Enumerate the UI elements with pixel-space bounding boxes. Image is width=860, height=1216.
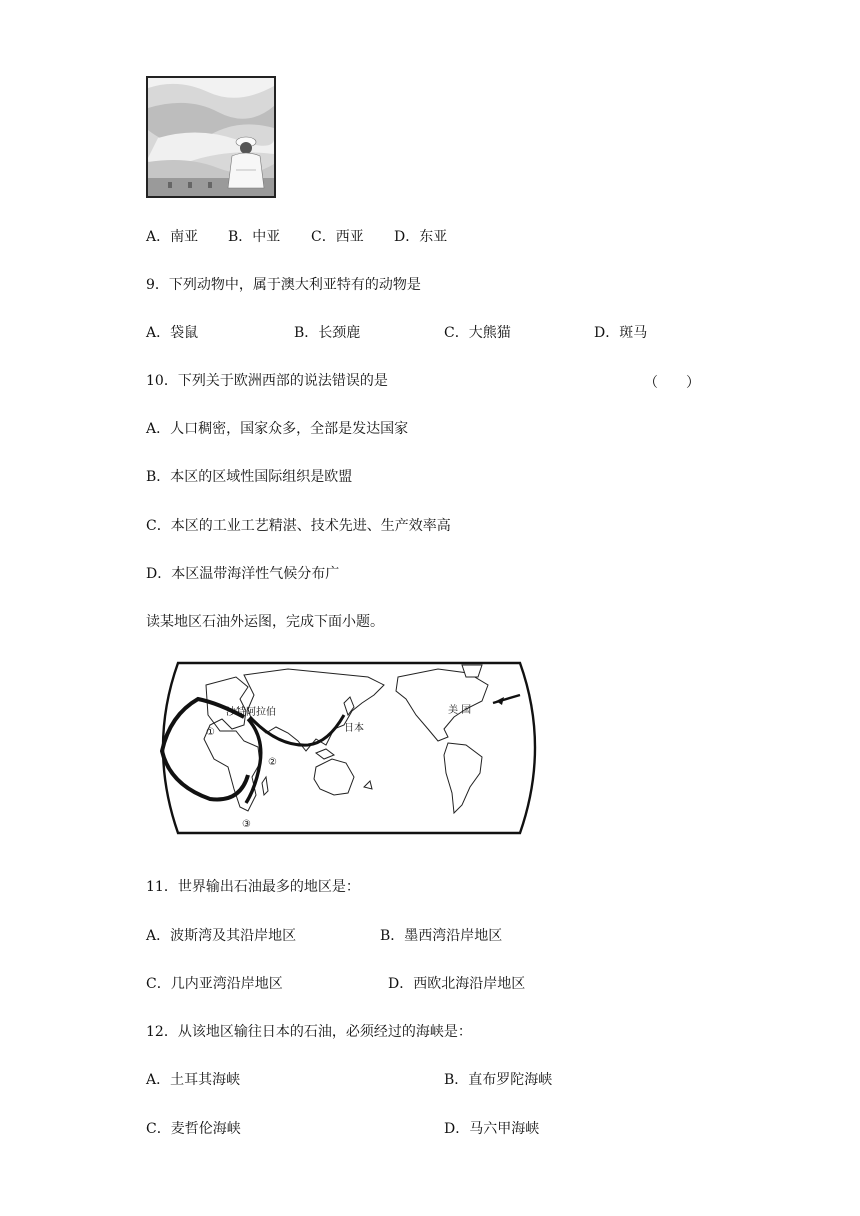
q11-option-d[interactable]: D．西欧北海沿岸地区 xyxy=(388,976,526,992)
label-usa: 美 国 xyxy=(448,705,472,716)
map-intro: 读某地区石油外运图，完成下面小题。 xyxy=(146,614,384,630)
q9-option-d[interactable]: D．斑马 xyxy=(594,325,648,341)
q9-question: 9．下列动物中，属于澳大利亚特有的动物是 xyxy=(146,277,421,293)
label-japan: 日本 xyxy=(344,723,364,734)
q10-question: 10．下列关于欧洲西部的说法错误的是 xyxy=(146,373,388,389)
route-marker-1: ① xyxy=(206,727,215,738)
q12-question: 12．从该地区输往日本的石油，必须经过的海峡是： xyxy=(146,1024,472,1040)
q11-option-a[interactable]: A．波斯湾及其沿岸地区 xyxy=(146,928,297,944)
q11-question: 11．世界输出石油最多的地区是： xyxy=(146,879,360,895)
q12-option-c[interactable]: C．麦哲伦海峡 xyxy=(146,1121,241,1137)
q12-option-d[interactable]: D．马六甲海峡 xyxy=(444,1121,540,1137)
q9-option-a[interactable]: A．袋鼠 xyxy=(146,325,199,341)
q11-option-c[interactable]: C．几内亚湾沿岸地区 xyxy=(146,976,283,992)
q11-option-b[interactable]: B．墨西湾沿岸地区 xyxy=(380,928,503,944)
q9-option-c[interactable]: C．大熊猫 xyxy=(444,325,511,341)
q8-option-a[interactable]: A．南亚 xyxy=(146,229,199,245)
q8-option-c[interactable]: C．西亚 xyxy=(311,229,364,245)
desert-photo xyxy=(146,76,276,198)
oil-export-map xyxy=(148,655,550,840)
greenland-landmass xyxy=(462,665,482,677)
q9-option-b[interactable]: B．长颈鹿 xyxy=(294,325,361,341)
label-saudi-arabia: 沙特阿拉伯 xyxy=(226,707,276,718)
q8-option-b[interactable]: B．中亚 xyxy=(228,229,281,245)
q12-option-b[interactable]: B．直布罗陀海峡 xyxy=(444,1072,553,1088)
q12-option-a[interactable]: A．土耳其海峡 xyxy=(146,1072,241,1088)
desert-photo-graphic xyxy=(148,78,274,196)
q10-option-b[interactable]: B．本区的区域性国际组织是欧盟 xyxy=(146,469,353,485)
route-marker-2: ② xyxy=(268,757,277,768)
q10-option-d[interactable]: D．本区温带海洋性气候分布广 xyxy=(146,566,340,582)
q8-option-d[interactable]: D．东亚 xyxy=(394,229,448,245)
q10-option-a[interactable]: A．人口稠密，国家众多，全部是发达国家 xyxy=(146,421,409,437)
q10-answer-blank: （ ） xyxy=(644,375,700,391)
q10-option-c[interactable]: C．本区的工业工艺精湛、技术先进、生产效率高 xyxy=(146,518,451,534)
route-marker-3: ③ xyxy=(242,819,251,830)
